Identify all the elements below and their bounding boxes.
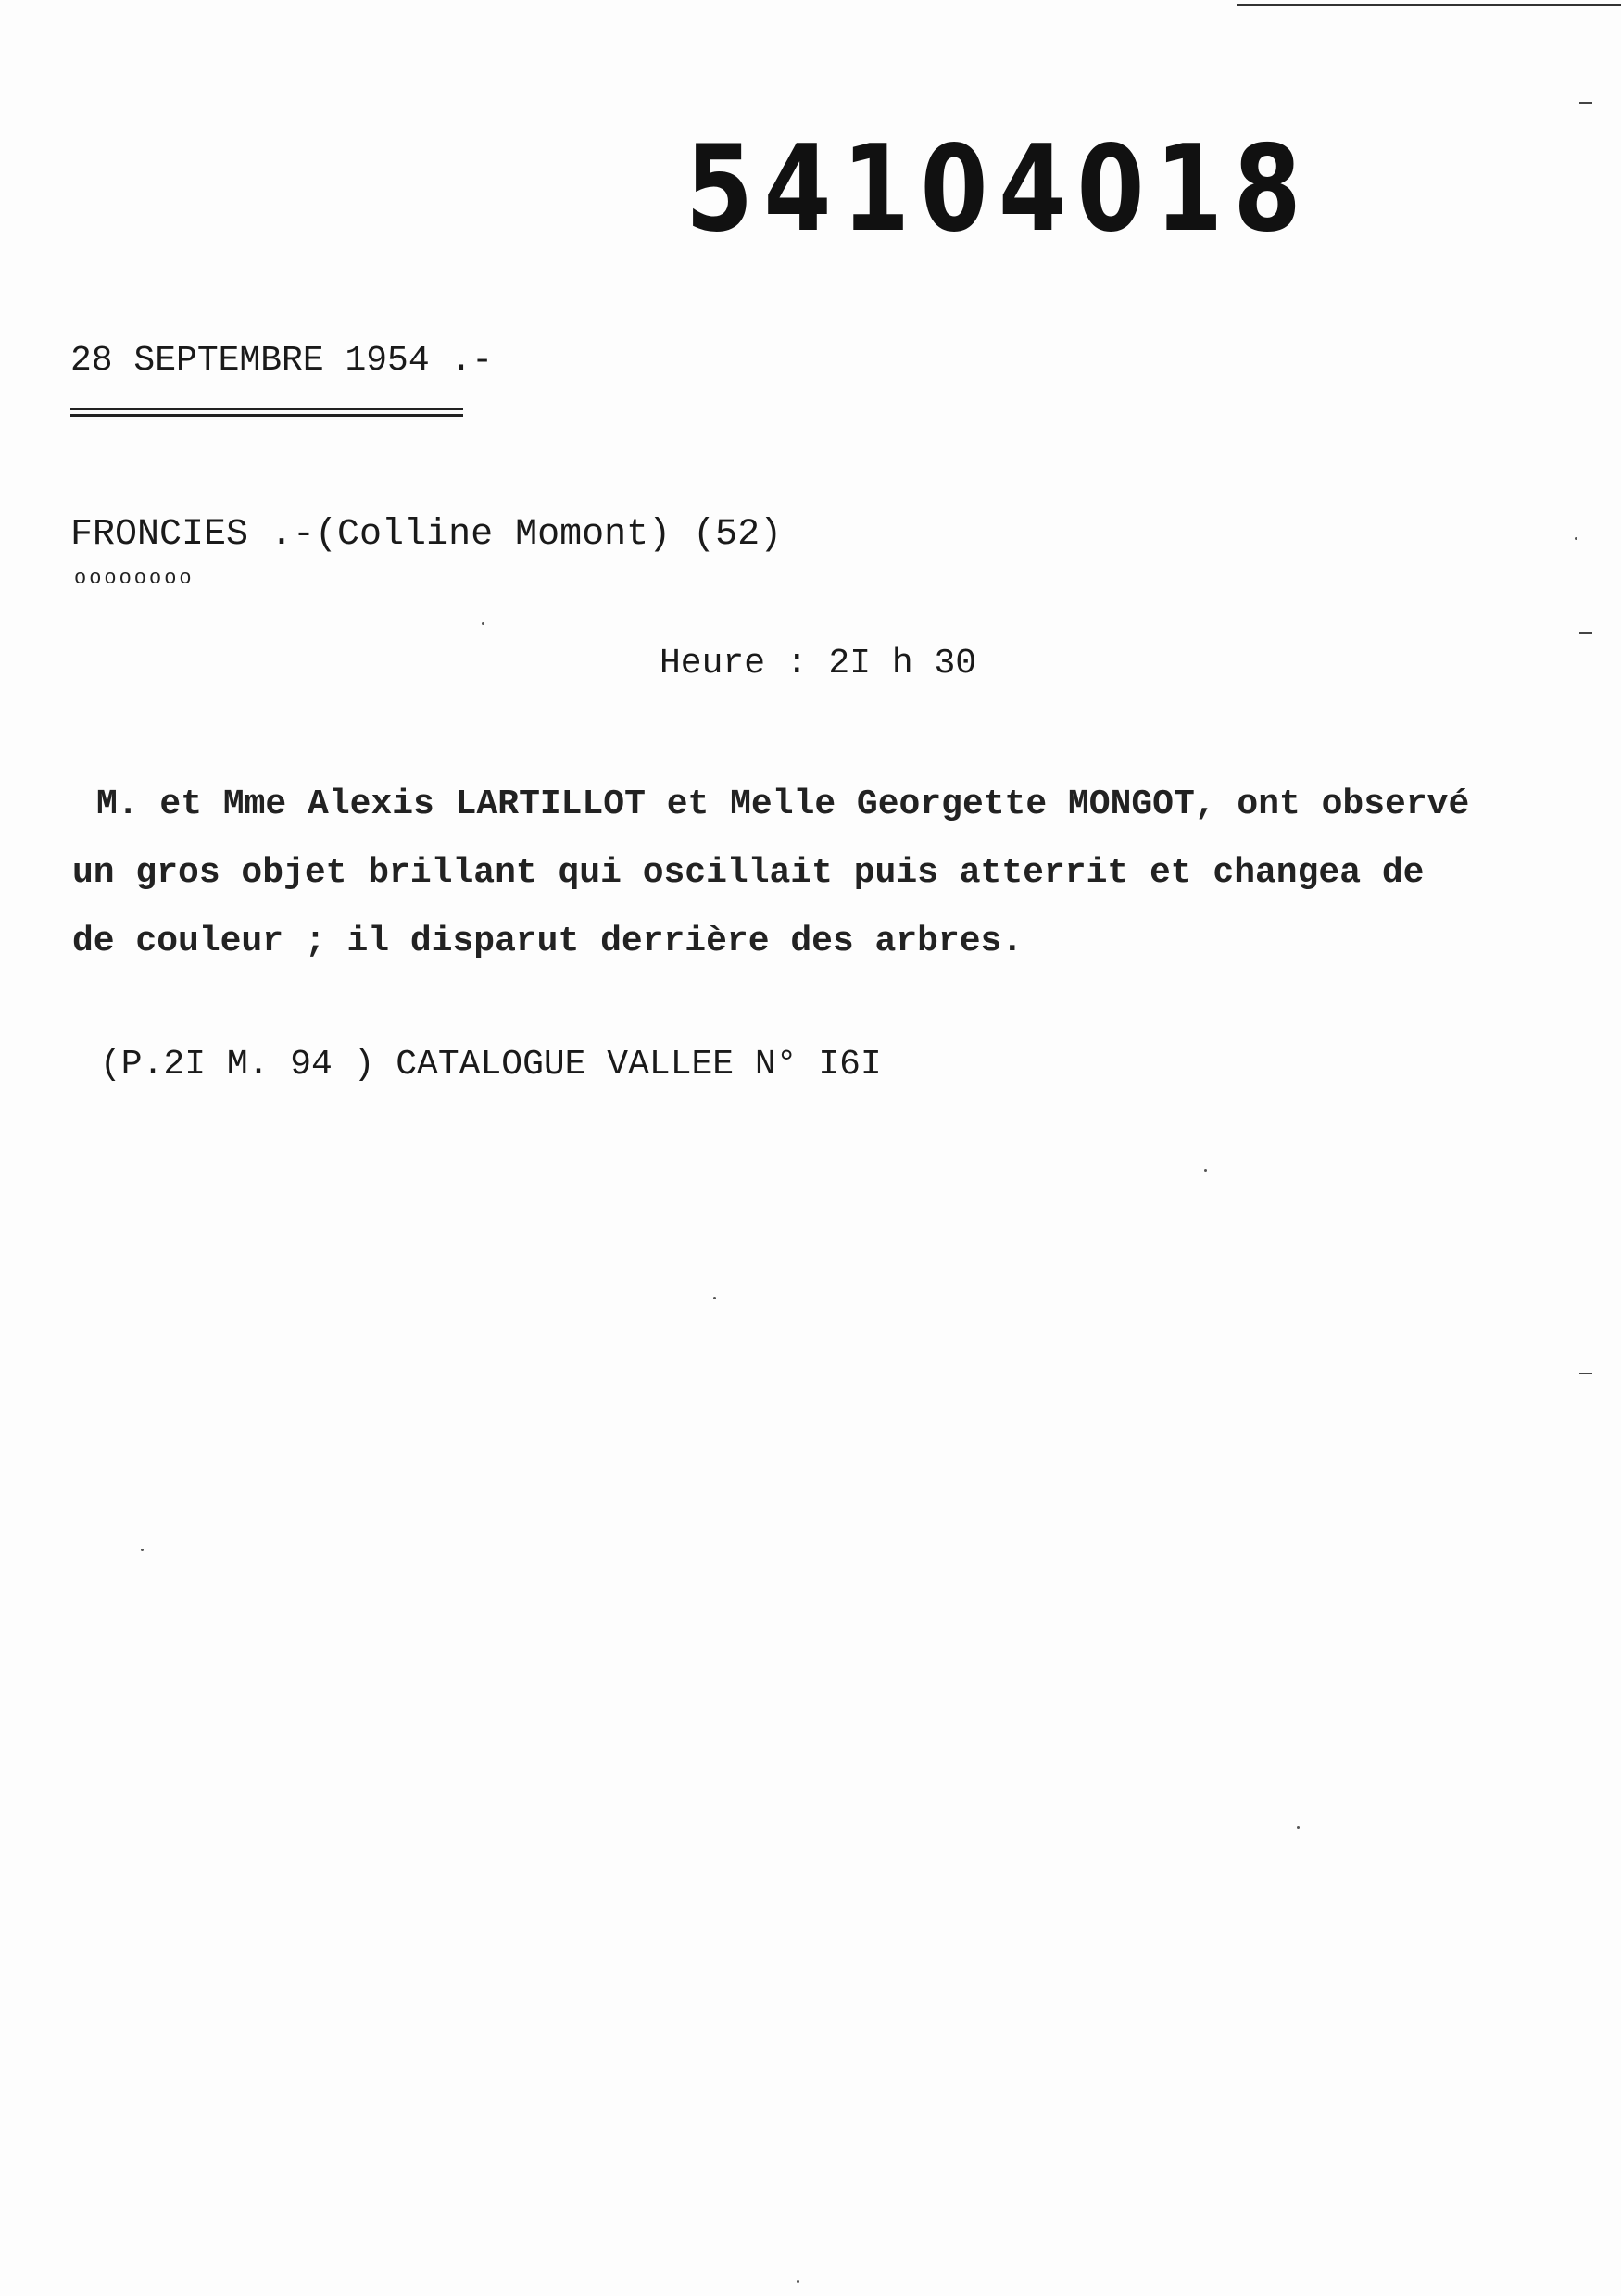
- document-number: 54104018: [685, 120, 1313, 258]
- body-line: de couleur ; il disparut derrière des arbres.: [72, 922, 1024, 961]
- body-line: un gros objet brillant qui oscillait puis atterrit et changea de: [72, 853, 1425, 893]
- scan-speck: [713, 1297, 716, 1299]
- catalogue-reference: (P.2I M. 94 ) CATALOGUE VALLEE N° I6I: [100, 1045, 882, 1085]
- scan-speck: [1204, 1169, 1207, 1172]
- scan-mark: [1579, 1373, 1592, 1374]
- scan-mark: [1579, 102, 1592, 104]
- location-dotted-underline: oooooooo: [74, 567, 195, 590]
- report-body: [72, 771, 1517, 976]
- scan-speck: [141, 1549, 144, 1551]
- date-double-underline: [70, 408, 463, 417]
- top-edge-rule: [1237, 4, 1621, 6]
- body-line: M. et Mme Alexis LARTILLOT et Melle Georgette MONGOT, ont observé: [96, 784, 1470, 824]
- scan-speck: [482, 622, 484, 625]
- scan-speck: [1297, 1826, 1300, 1829]
- scan-speck: [797, 2280, 799, 2283]
- report-time: Heure : 2I h 30: [660, 644, 977, 684]
- scan-mark: [1579, 632, 1592, 634]
- report-location: FRONCIES .-(Colline Momont) (52): [70, 514, 783, 556]
- report-date: 28 SEPTEMBRE 1954 .-: [70, 341, 494, 381]
- scan-speck: [1575, 537, 1577, 540]
